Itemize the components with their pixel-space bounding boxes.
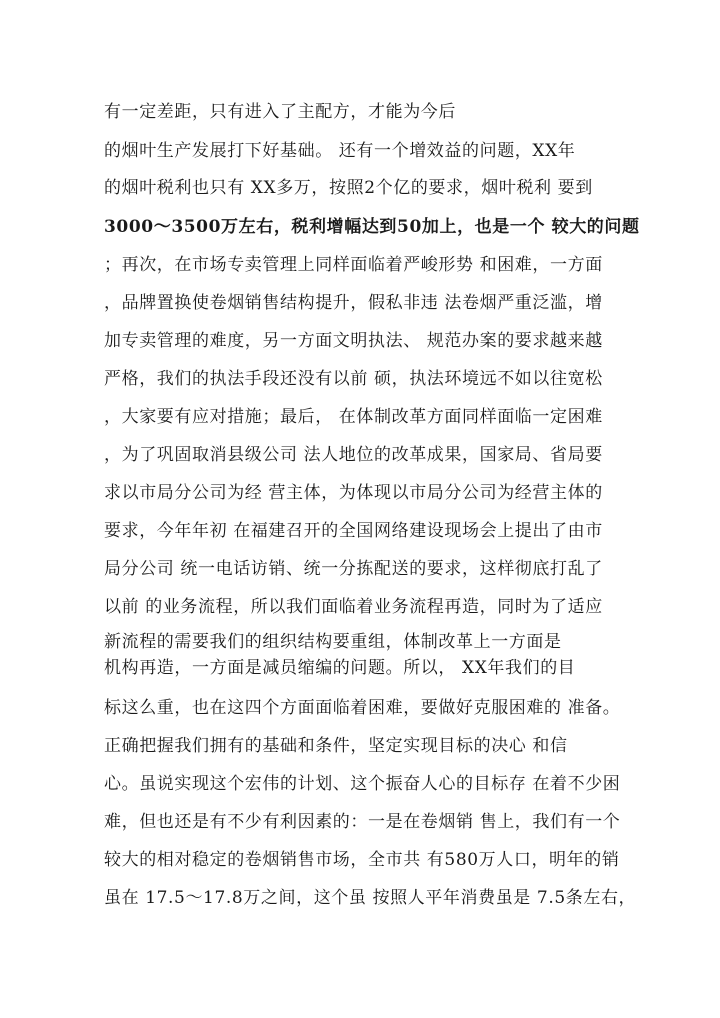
text-line: 的烟叶生产发展打下好基础。 还有一个增效益的问题，XX年 (104, 141, 576, 161)
text-line: ，大家要有应对措施；最后， 在体制改革方面同样面临一定困难 (104, 407, 603, 427)
text-line: 标这么重，也在这四个方面面临着困难，要做好克服困难的 准备。 (104, 698, 621, 718)
text-line: ，品牌置换使卷烟销售结构提升，假私非违 法卷烟严重泛滥，增 (104, 293, 603, 313)
text-line: ；再次，在市场专卖管理上同样面临着严峻形势 和困难，一方面 (104, 255, 603, 275)
text-line: 局分公司 统一电话访销、统一分拣配送的要求，这样彻底打乱了 (104, 559, 603, 579)
text-line: 求以市局分公司为经 营主体，为体现以市局分公司为经营主体的 (104, 483, 603, 503)
text-line: 虽在 17.5～17.8万之间，这个虽 按照人平年消费虽是 7.5条左右， (104, 888, 637, 908)
text-line: 要求，今年年初 在福建召开的全国网络建设现场会上提出了由市 (104, 521, 603, 541)
text-line: 以前 的业务流程，所以我们面临着业务流程再造，同时为了适应 (104, 597, 603, 617)
text-line: 加专卖管理的难度，另一方面文明执法、 规范办案的要求越来越 (104, 331, 603, 351)
text-line: ，为了巩固取消县级公司 法人地位的改革成果，国家局、省局要 (104, 445, 603, 465)
text-line: 机构再造，一方面是减员缩编的问题。所以， XX年我们的目 (104, 658, 576, 678)
text-line: 的烟叶税利也只有 XX多万，按照2个亿的要求，烟叶税利 要到 (104, 178, 593, 198)
text-line: 心。虽说实现这个宏伟的计划、这个振奋人心的目标存 在着不少困 (104, 774, 621, 794)
text-line: 较大的相对稳定的卷烟销售市场，全市共 有580万人口，明年的销 (104, 850, 620, 870)
text-line: 难，但也还是有不少有利因素的：一是在卷烟销 售上，我们有一个 (104, 812, 621, 832)
text-line: 新流程的需要我们的组织结构要重组，体制改革上一方面是 (104, 632, 562, 652)
text-line: 有一定差距，只有进入了主配方，才能为今后 (104, 102, 456, 122)
text-line: 3000～3500万左右，税利增幅达到50加上，也是一个 较大的问题 (104, 217, 640, 237)
text-line: 正确把握我们拥有的基础和条件，坚定实现目标的决心 和信 (104, 736, 568, 756)
text-line: 严格，我们的执法手段还没有以前 硕，执法环境远不如以往宽松 (104, 369, 603, 389)
